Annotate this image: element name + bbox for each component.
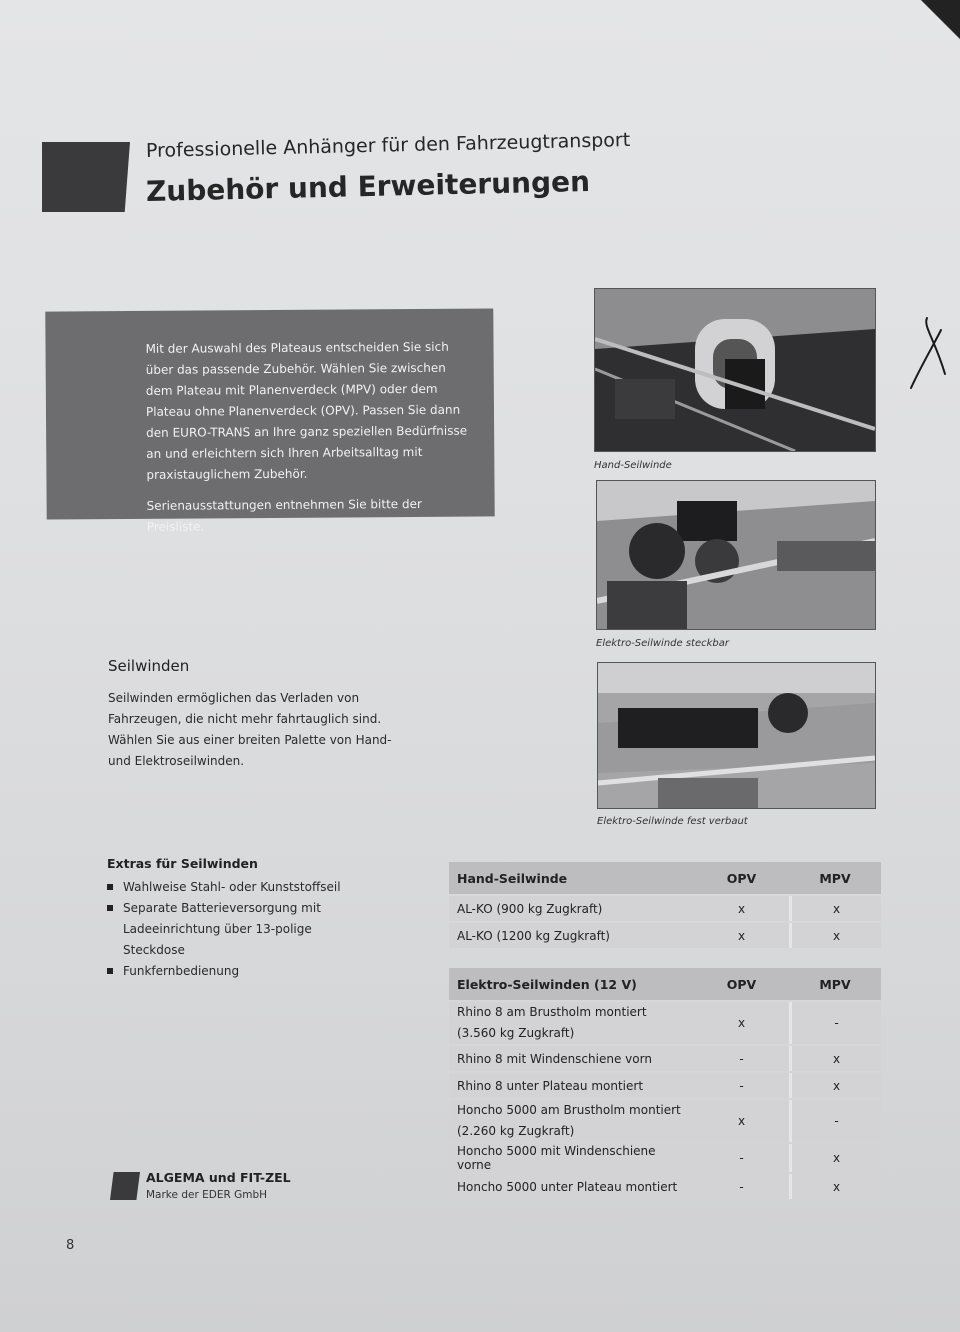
table-cell: - xyxy=(789,1100,881,1142)
table-cell: x xyxy=(789,896,881,921)
table-row xyxy=(449,1174,881,1199)
table-cell: x xyxy=(789,1174,881,1199)
brand-logo-mark xyxy=(110,1172,140,1200)
table-cell: x xyxy=(789,923,881,948)
table-row xyxy=(449,923,881,948)
header-accent-block xyxy=(42,142,130,212)
table-cell: Rhino 8 am Brustholm montiert (3.560 kg Zugkraft) xyxy=(449,1002,694,1044)
page-subtitle: Professionelle Anhänger für den Fahrzeugtransport xyxy=(145,129,631,162)
table-header: MPV xyxy=(789,968,881,1000)
table-cell: - xyxy=(694,1174,789,1199)
caption-elektro-seilwinde-fest-verbaut: Elektro-Seilwinde fest verbaut xyxy=(597,816,748,827)
photo-elektro-seilwinde-steckbar xyxy=(596,480,876,630)
table-header: MPV xyxy=(789,862,881,894)
table-cell: - xyxy=(694,1073,789,1098)
table-cell: - xyxy=(694,1144,789,1172)
table-header-row xyxy=(449,862,881,894)
table-cell: x xyxy=(789,1073,881,1098)
table-row xyxy=(449,1100,881,1142)
caption-hand-seilwinde: Hand-Seilwinde xyxy=(594,460,672,471)
table-cell: - xyxy=(694,1046,789,1071)
table-cell: x xyxy=(789,1144,881,1172)
caption-elektro-seilwinde-steckbar: Elektro-Seilwinde steckbar xyxy=(596,638,729,649)
table-row xyxy=(449,896,881,921)
table-row xyxy=(449,1002,881,1044)
table-row xyxy=(449,1144,881,1172)
handwritten-x-mark xyxy=(905,312,955,392)
table-cell: x xyxy=(694,923,789,948)
page-corner-shadow xyxy=(910,0,960,60)
table-cell: x xyxy=(694,1002,789,1044)
intro-text: Mit der Auswahl des Plateaus entscheiden Sie sich über das passende Zubehör. Wählen Sie zwischen dem Plateau mit Planenverdeck (MPV) oder dem Plateau ohne Planenverdeck (OPV). Passen Sie dann den EURO-TRANS an Ihre ganz speziellen Bedürfnisse an und erleichtern sich Ihren Arbeitsalltag mit praxistauglichem Zubehör. xyxy=(145,339,468,482)
page-title: Zubehör und Erweiterungen xyxy=(145,164,591,208)
table-cell: Honcho 5000 mit Windenschiene vorne xyxy=(449,1144,694,1172)
table-header-row xyxy=(449,968,881,1000)
intro-box xyxy=(45,308,494,534)
intro-note: Serienausstattungen entnehmen Sie bitte der Preisliste. xyxy=(146,496,422,534)
list-item: Wahlweise Stahl- oder Kunststoffseil xyxy=(107,877,357,898)
table-header: Elektro-Seilwinden (12 V) xyxy=(449,968,694,1000)
photo-hand-seilwinde xyxy=(594,288,876,452)
table-cell: Honcho 5000 unter Plateau montiert xyxy=(449,1174,694,1199)
table-cell: - xyxy=(789,1002,881,1044)
table-cell: AL-KO (900 kg Zugkraft) xyxy=(449,896,694,921)
elektro-seilwinden-table xyxy=(449,966,881,1201)
table-header: Hand-Seilwinde xyxy=(449,862,694,894)
section-text: Seilwinden ermöglichen das Verladen von Fahrzeugen, die nicht mehr fahrtauglich sind. Wählen Sie aus einer breiten Palette von Hand- und Elektroseilwinden. xyxy=(108,691,392,768)
table-row xyxy=(449,1073,881,1098)
brand-name: ALGEMA und FIT-ZEL xyxy=(146,1170,291,1185)
page-number: 8 xyxy=(66,1238,75,1253)
list-item: Separate Batterieversorgung mit Ladeeinrichtung über 13-polige Steckdose xyxy=(107,898,357,961)
table-cell: x xyxy=(789,1046,881,1071)
photo-elektro-seilwinde-fest-verbaut xyxy=(597,662,876,809)
brand-subline: Marke der EDER GmbH xyxy=(146,1189,268,1201)
section-title: Seilwinden xyxy=(108,657,190,675)
hand-seilwinde-table xyxy=(449,860,881,950)
table-cell: Rhino 8 unter Plateau montiert xyxy=(449,1073,694,1098)
table-cell: AL-KO (1200 kg Zugkraft) xyxy=(449,923,694,948)
table-cell: Honcho 5000 am Brustholm montiert (2.260 kg Zugkraft) xyxy=(449,1100,694,1142)
extras-title: Extras für Seilwinden xyxy=(107,856,258,871)
table-row xyxy=(449,1046,881,1071)
table-header: OPV xyxy=(694,968,789,1000)
extras-list xyxy=(107,877,357,982)
table-header: OPV xyxy=(694,862,789,894)
table-cell: Rhino 8 mit Windenschiene vorn xyxy=(449,1046,694,1071)
list-item: Funkfernbedienung xyxy=(107,961,357,982)
table-cell: x xyxy=(694,896,789,921)
table-cell: x xyxy=(694,1100,789,1142)
